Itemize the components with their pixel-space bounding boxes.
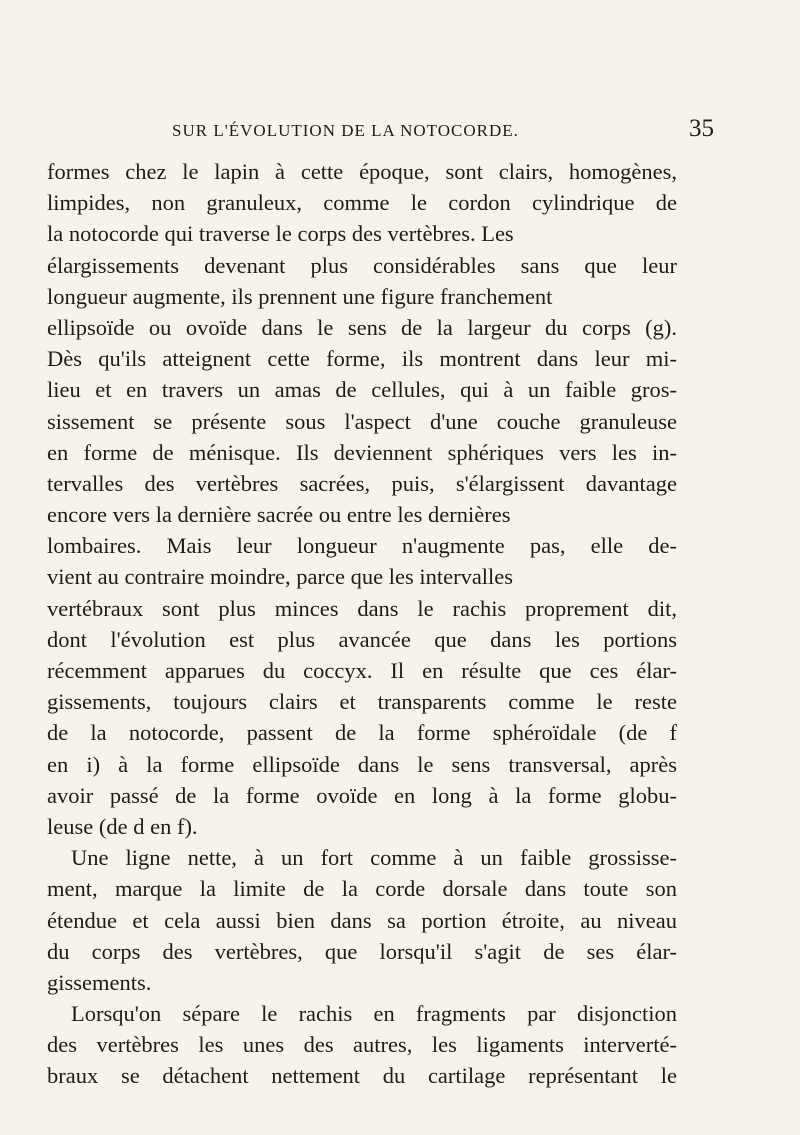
text-line: élargissements devenant plus considérables sans que leur — [47, 252, 677, 278]
text-line: sissement se présente sous l'aspect d'une couche granuleuse — [47, 408, 677, 434]
page-number: 35 — [689, 115, 714, 142]
text-line: leuse (de d en f). — [47, 813, 198, 839]
text-line: ment, marque la limite de la corde dorsale dans toute son — [47, 876, 677, 902]
text-line: tervalles des vertèbres sacrées, puis, s'élargissent davantage — [47, 470, 677, 496]
text-line: lieu et en travers un amas de cellules, qui à un faible gros- — [47, 377, 677, 403]
text-line: vient au contraire moindre, parce que les intervalles — [47, 564, 514, 590]
text-line: du corps des vertèbres, que lorsqu'il s'agit de ses élar- — [47, 938, 677, 964]
text-line: la notocorde qui traverse le corps des vertèbres. Les — [47, 221, 514, 247]
text-line: lombaires. Mais leur longueur n'augmente pas, elle de- — [47, 533, 677, 559]
text-line: dont l'évolution est plus avancée que dans les portions — [47, 626, 677, 652]
text-line: Une ligne nette, à un fort comme à un faible grossisse- — [71, 845, 677, 871]
text-line: gissements. — [47, 969, 152, 995]
text-line: de la notocorde, passent de la forme sphéroïdale (de f — [47, 720, 677, 746]
page-header — [90, 115, 714, 151]
text-line: Lorsqu'on sépare le rachis en fragments par disjonction — [71, 1001, 677, 1027]
body-text — [47, 156, 677, 1092]
text-line: récemment apparues du coccyx. Il en résulte que ces élar- — [47, 658, 677, 683]
text-line: vertébraux sont plus minces dans le rachis proprement dit, — [47, 595, 677, 621]
running-head: SUR L'ÉVOLUTION DE LA NOTOCORDE. — [172, 121, 519, 140]
text-line: en i) à la forme ellipsoïde dans le sens transversal, après — [47, 751, 677, 777]
text-line: des vertèbres les unes des autres, les ligaments interverté- — [47, 1032, 677, 1058]
text-line: limpides, non granuleux, comme le cordon cylindrique de — [47, 190, 677, 216]
text-line: gissements, toujours clairs et transparents comme le reste — [47, 689, 677, 715]
text-line: avoir passé de la forme ovoïde en long à la forme globu- — [47, 782, 677, 808]
text-line: en forme de ménisque. Ils deviennent sphériques vers les in- — [47, 439, 677, 465]
text-line: longueur augmente, ils prennent une figure franchement — [47, 283, 553, 309]
text-line: formes chez le lapin à cette époque, sont clairs, homogènes, — [47, 159, 677, 184]
text-line: Dès qu'ils atteignent cette forme, ils montrent dans leur mi- — [47, 346, 677, 372]
text-line: ellipsoïde ou ovoïde dans le sens de la largeur du corps (g). — [47, 314, 677, 340]
text-line: encore vers la dernière sacrée ou entre les dernières — [47, 502, 511, 528]
text-line: braux se détachent nettement du cartilage représentant le — [47, 1063, 677, 1089]
text-line: étendue et cela aussi bien dans sa portion étroite, au niveau — [47, 907, 677, 933]
